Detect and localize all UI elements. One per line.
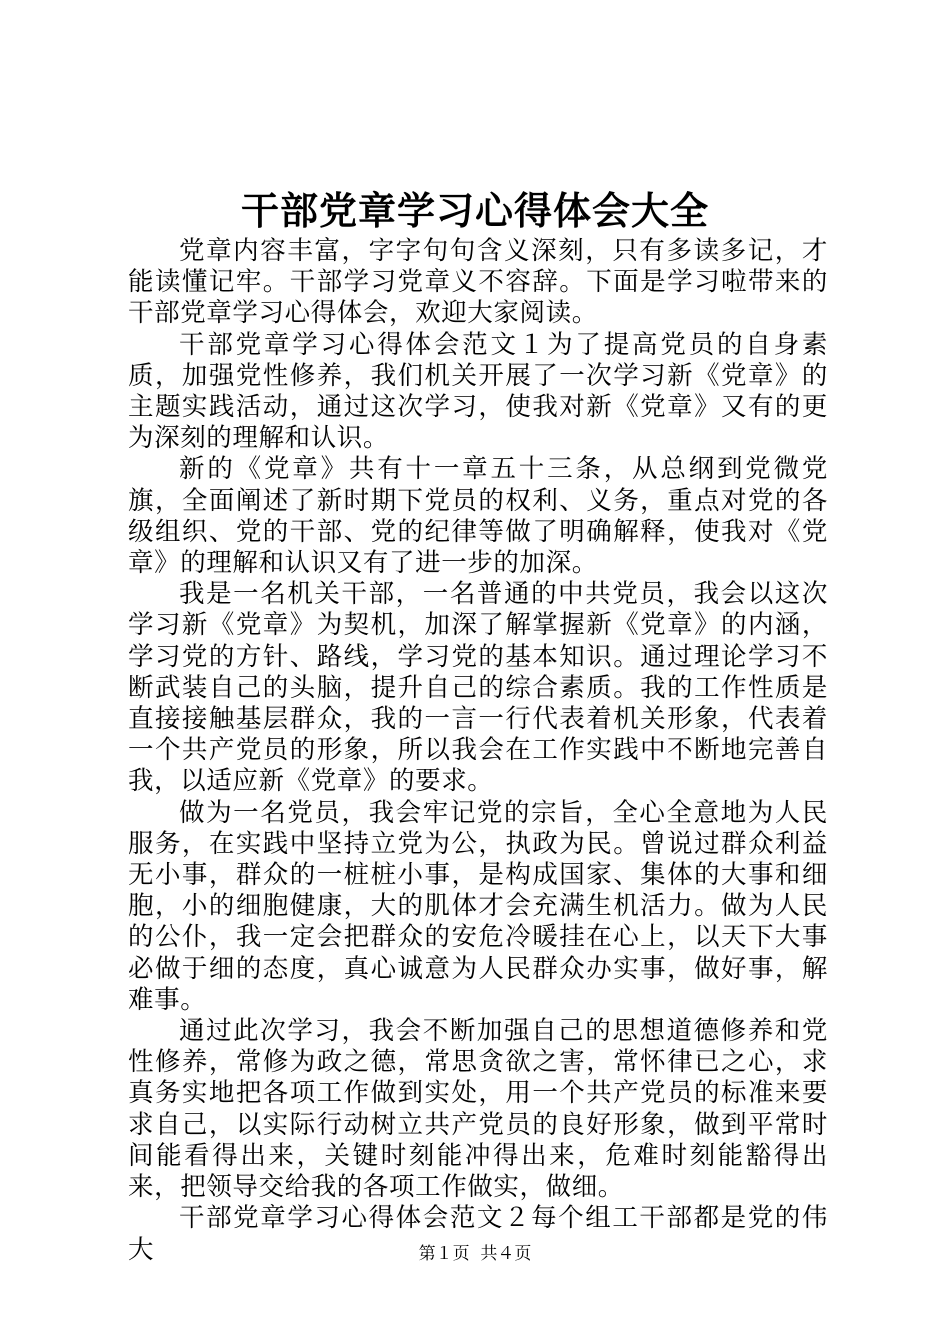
paragraph-sample-1-intro: 干部党章学习心得体会范文１为了提高党员的自身素质，加强党性修养，我们机关开展了一次学习新《党章》的主题实践活动，通过这次学习，使我对新《党章》又有的更为深刻的理解和认识。 <box>128 329 828 454</box>
paragraph-party-charter: 新的《党章》共有十一章五十三条，从总纲到党微党旗，全面阐述了新时期下党员的权利、义务，重点对党的各级组织、党的干部、党的纪律等做了明确解释，使我对《党章》的理解和认识又有了进一步的加深。 <box>128 454 828 579</box>
paragraph-cadre-role: 我是一名机关干部，一名普通的中共党员，我会以这次学习新《党章》为契机，加深了解掌握新《党章》的内涵，学习党的方针、路线，学习党的基本知识。通过理论学习不断武装自己的头脑，提升自己的综合素质。我的工作性质是直接接触基层群众，我的一言一行代表着机关形象，代表着一个共产党员的形象，所以我会在工作实践中不断地完善自我，以适应新《党章》的要求。 <box>128 579 828 797</box>
document-body <box>128 236 828 1266</box>
document-title: 干部党章学习心得体会大全 <box>240 188 709 233</box>
paragraph-serve-people: 做为一名党员，我会牢记党的宗旨，全心全意地为人民服务，在实践中坚持立党为公，执政为民。曾说过群众利益无小事，群众的一桩桩小事，是构成国家、集体的大事和细胞，小的细胞健康，大的肌体才会充满生机活力。做为人民的公仆，我一定会把群众的安危冷暖挂在心上，以天下大事必做于细的态度，真心诚意为人民群众办实事，做好事，解难事。 <box>128 797 828 1015</box>
paragraph-sample-2-intro: 干部党章学习心得体会范文２每个组工干部都是党的伟大 <box>128 1203 828 1265</box>
page-number-footer <box>0 1242 950 1266</box>
page-number-label: 第１页 共４页 <box>418 1244 532 1264</box>
paragraph-intro: 党章内容丰富，字字句句含义深刻，只有多读多记，才能读懂记牢。干部学习党章义不容辞。下面是学习啦带来的干部党章学习心得体会，欢迎大家阅读。 <box>128 236 828 329</box>
paragraph-self-cultivation: 通过此次学习，我会不断加强自己的思想道德修养和党性修养，常修为政之德，常思贪欲之害，常怀律已之心，求真务实地把各项工作做到实处，用一个共产党员的标准来要求自己，以实际行动树立共产党员的良好形象，做到平常时间能看得出来，关键时刻能冲得出来，危难时刻能豁得出来，把领导交给我的各项工作做实，做细。 <box>128 1016 828 1203</box>
